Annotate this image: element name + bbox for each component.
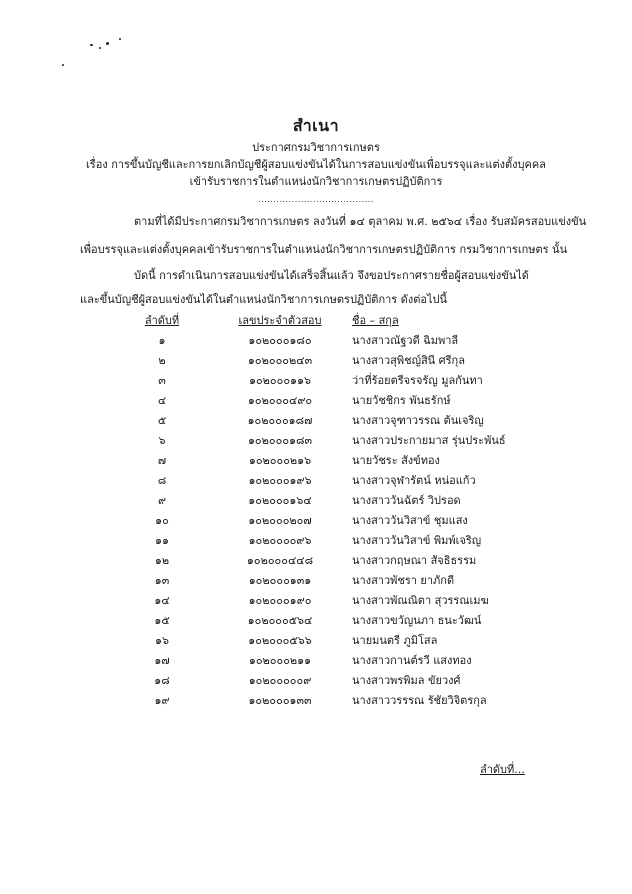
paragraph-2-line-2: และขึ้นบัญชีผู้สอบแข่งขันได้ในตำแหน่งนักวิชาการเกษตรปฏิบัติการ ดังต่อไปนี้ [80, 293, 447, 306]
separator-dots: ...................................... [258, 195, 374, 204]
table-row [136, 691, 556, 711]
document-title: สำเนา [292, 116, 340, 135]
row-name: นางสาวณัฐวดี ฉิมพาลี [352, 334, 459, 347]
paragraph-1-line-2: เพื่อบรรจุและแต่งตั้งบุคคลเข้ารับราชการในตำแหน่งนักวิชาการเกษตรปฏิบัติการ กรมวิชาการเกษตร นั้น [80, 243, 568, 256]
row-exam-id: ๑๐๒๐๐๐๑๘๐ [248, 334, 312, 347]
row-name: นางสาววันวิสาข์ ชุมแสง [352, 514, 468, 527]
row-rank: ๑๔ [154, 594, 170, 607]
table-row [136, 431, 556, 451]
row-name: นายมนตรี ภูมิโสล [352, 634, 438, 647]
table-row [136, 491, 556, 511]
row-exam-id: ๑๐๒๐๐๐๐๐๙ [248, 674, 312, 687]
row-rank: ๓ [158, 374, 166, 387]
table-row [136, 611, 556, 631]
row-name: นางสาวจุฑาวรรณ ต้นเจริญ [352, 414, 484, 427]
table-row [136, 371, 556, 391]
paragraph-1-line-1: ตามที่ได้มีประกาศกรมวิชาการเกษตร ลงวันที่ ๑๔ ตุลาคม พ.ศ. ๒๕๖๔ เรื่อง รับสมัครสอบแข่งขัน [134, 215, 587, 228]
table-row [136, 471, 556, 491]
row-name: นายวัชระ สังข์ทอง [352, 454, 440, 467]
row-exam-id: ๑๐๒๐๐๐๐๙๖ [248, 534, 312, 547]
row-exam-id: ๑๐๒๐๐๐๑๙๐ [248, 594, 312, 607]
row-exam-id: ๑๐๒๐๐๐๑๓๓ [248, 694, 312, 707]
table-row [136, 511, 556, 531]
table-header [136, 311, 556, 331]
row-rank: ๔ [157, 394, 167, 407]
row-name: นางสาวพรพิมล ขัยวงศ์ [352, 674, 461, 687]
row-exam-id: ๑๐๒๐๐๐๒๑๑ [248, 654, 312, 667]
row-name: นางสาวพัชรา ยาภักดี [352, 574, 455, 587]
row-name: นายวัชชิกร พันธรักษ์ [352, 394, 451, 407]
table-row [136, 411, 556, 431]
table-row [136, 551, 556, 571]
row-exam-id: ๑๐๒๐๐๐๒๔๓ [247, 354, 313, 367]
paragraph-2-line-1: บัดนี้ การดำเนินการสอบแข่งขันได้เสร็จสิ้นแล้ว จึงขอประกาศรายชื่อผู้สอบแข่งขันได้ [134, 269, 529, 282]
row-rank: ๙ [157, 494, 167, 507]
row-rank: ๑๒ [154, 554, 170, 567]
row-rank: ๗ [157, 454, 167, 467]
row-rank: ๑๐ [155, 514, 169, 527]
header-exam-id: เลขประจำตัวสอบ [238, 314, 322, 327]
table-row [136, 671, 556, 691]
table-row [136, 391, 556, 411]
row-name: นางสาวขวัญนภา ธนะวัฒน์ [352, 614, 482, 627]
row-name: นางสาววันวิสาข์ พิมพ์เจริญ [352, 534, 482, 547]
row-rank: ๑๖ [155, 634, 169, 647]
table-row [136, 531, 556, 551]
row-rank: ๑๓ [154, 574, 170, 587]
row-name: นางสาวกฤษณา สัจธิธรรม [352, 554, 477, 567]
row-exam-id: ๑๐๒๐๐๐๔๔๘ [246, 554, 314, 567]
row-rank: ๑๑ [155, 534, 169, 547]
table-body [136, 331, 556, 711]
table-row [136, 631, 556, 651]
row-rank: ๑๘ [154, 674, 170, 687]
row-rank: ๖ [158, 434, 166, 447]
row-rank: ๑๗ [154, 654, 170, 667]
row-exam-id: ๑๐๒๐๐๐๔๙๐ [247, 394, 313, 407]
row-exam-id: ๑๐๒๐๐๐๒๑๖ [248, 454, 312, 467]
header-name: ชื่อ – สกุล [352, 314, 399, 327]
table-row [136, 331, 556, 351]
row-rank: ๑๙ [154, 694, 170, 707]
table-row [136, 351, 556, 371]
scan-specks [90, 38, 150, 58]
row-name: ว่าที่ร้อยตรีจรจรัญ มูลกันทา [352, 374, 483, 387]
results-table [136, 311, 556, 711]
table-row [136, 651, 556, 671]
row-exam-id: ๑๐๒๐๐๐๑๑๖ [248, 374, 312, 387]
row-exam-id: ๑๐๒๐๐๐๑๘๓ [247, 434, 313, 447]
row-name: นางสาวสุพิชญ์สินี ศรีกุล [352, 354, 465, 367]
row-name: นางสาววันฉัตร์ วิปรอด [352, 494, 461, 507]
row-exam-id: ๑๐๒๐๐๐๒๐๗ [248, 514, 312, 527]
header-rank: ลำดับที่ [144, 314, 180, 327]
row-rank: ๑ [158, 334, 166, 347]
row-rank: ๑๕ [154, 614, 170, 627]
row-name: นางสาววรรรณ รัชัยวิจิตรกุล [352, 694, 487, 707]
row-exam-id: ๑๐๒๐๐๐๑๖๔ [248, 494, 312, 507]
table-row [136, 571, 556, 591]
row-exam-id: ๑๐๒๐๐๐๕๖๔ [247, 614, 313, 627]
row-rank: ๕ [157, 414, 167, 427]
row-exam-id: ๑๐๒๐๐๐๑๘๗ [247, 414, 313, 427]
row-name: นางสาวกานต์รวี แสงทอง [352, 654, 472, 667]
row-exam-id: ๑๐๒๐๐๐๑๙๖ [248, 474, 312, 487]
row-exam-id: ๑๐๒๐๐๐๕๖๖ [248, 634, 312, 647]
row-exam-id: ๑๐๒๐๐๐๑๓๑ [248, 574, 312, 587]
row-name: นางสาวจุฬารัตน์ หน่อแก้ว [352, 474, 476, 487]
subject-line-1: เรื่อง การขึ้นบัญชีและการยกเลิกบัญชีผู้สอบแข่งขันได้ในการสอบแข่งขันเพื่อบรรจุและแต่งตั้งบุคคล [86, 158, 546, 171]
continuation-note: ลำดับที่... [480, 763, 525, 776]
row-rank: ๒ [158, 354, 166, 367]
row-name: นางสาวพัณณิตา สุวรรณเมฆ [352, 594, 489, 607]
row-name: นางสาวประกายมาส รุ่นประพันธ์ [352, 434, 506, 447]
issuer-line: ประกาศกรมวิชาการเกษตร [252, 141, 380, 154]
table-row [136, 591, 556, 611]
table-row [136, 451, 556, 471]
subject-line-2: เข้ารับราชการในตำแหน่งนักวิชาการเกษตรปฏิบัติการ [189, 175, 443, 188]
row-rank: ๘ [157, 474, 167, 487]
